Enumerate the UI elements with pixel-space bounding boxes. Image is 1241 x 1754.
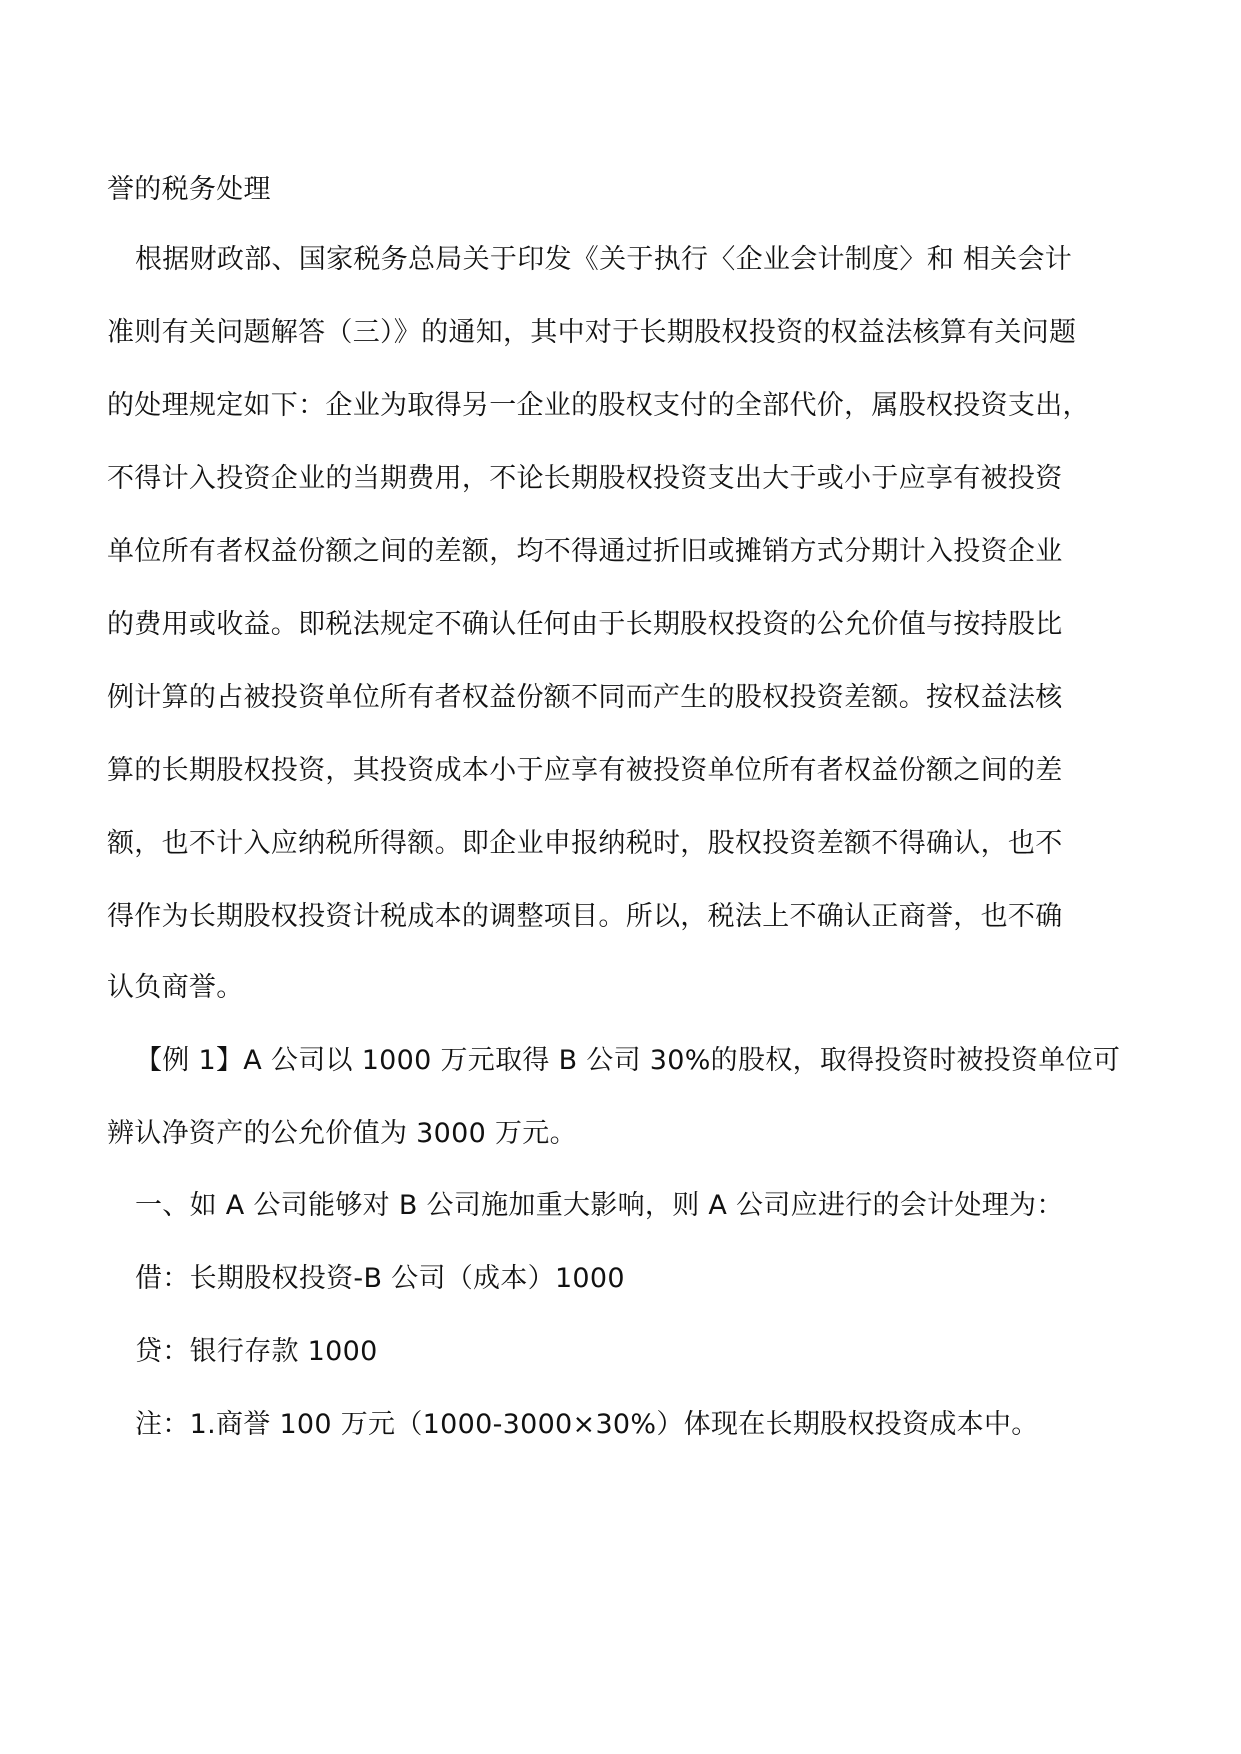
paragraph-line: 额，也不计入应纳税所得额。即企业申报纳税时，股权投资差额不得确认，也不	[107, 828, 1063, 859]
paragraph-line: 不得计入投资企业的当期费用，不论长期股权投资支出大于或小于应享有被投资	[107, 463, 1063, 494]
journal-debit-line: 借：长期股权投资-B 公司（成本）1000	[135, 1263, 625, 1294]
paragraph-line: 根据财政部、国家税务总局关于印发《关于执行〈企业会计制度〉和 相关会计	[135, 244, 1073, 275]
paragraph-line: 认负商誉。	[107, 972, 244, 1003]
note-line: 注：1.商誉 100 万元（1000-3000×30%）体现在长期股权投资成本中。	[135, 1409, 1039, 1440]
journal-credit-line: 贷：银行存款 1000	[135, 1336, 378, 1367]
paragraph-line: 的处理规定如下：企业为取得另一企业的股权支付的全部代价，属股权投资支出，	[107, 390, 1090, 421]
case-heading: 一、如 A 公司能够对 B 公司施加重大影响，则 A 公司应进行的会计处理为：	[135, 1190, 1064, 1221]
section-heading-fragment: 誉的税务处理	[107, 174, 271, 205]
example-line: 辨认净资产的公允价值为 3000 万元。	[107, 1118, 577, 1149]
paragraph-line: 的费用或收益。即税法规定不确认任何由于长期股权投资的公允价值与按持股比	[107, 609, 1063, 640]
paragraph-line: 算的长期股权投资，其投资成本小于应享有被投资单位所有者权益份额之间的差	[107, 755, 1063, 786]
example-line: 【例 1】A 公司以 1000 万元取得 B 公司 30%的股权，取得投资时被投资单位可	[135, 1045, 1121, 1076]
paragraph-line: 例计算的占被投资单位所有者权益份额不同而产生的股权投资差额。按权益法核	[107, 682, 1063, 713]
paragraph-line: 得作为长期股权投资计税成本的调整项目。所以，税法上不确认正商誉，也不确	[107, 901, 1063, 932]
paragraph-line: 准则有关问题解答（三）》的通知，其中对于长期股权投资的权益法核算有关问题	[107, 317, 1077, 348]
paragraph-line: 单位所有者权益份额之间的差额，均不得通过折旧或摊销方式分期计入投资企业	[107, 536, 1063, 567]
